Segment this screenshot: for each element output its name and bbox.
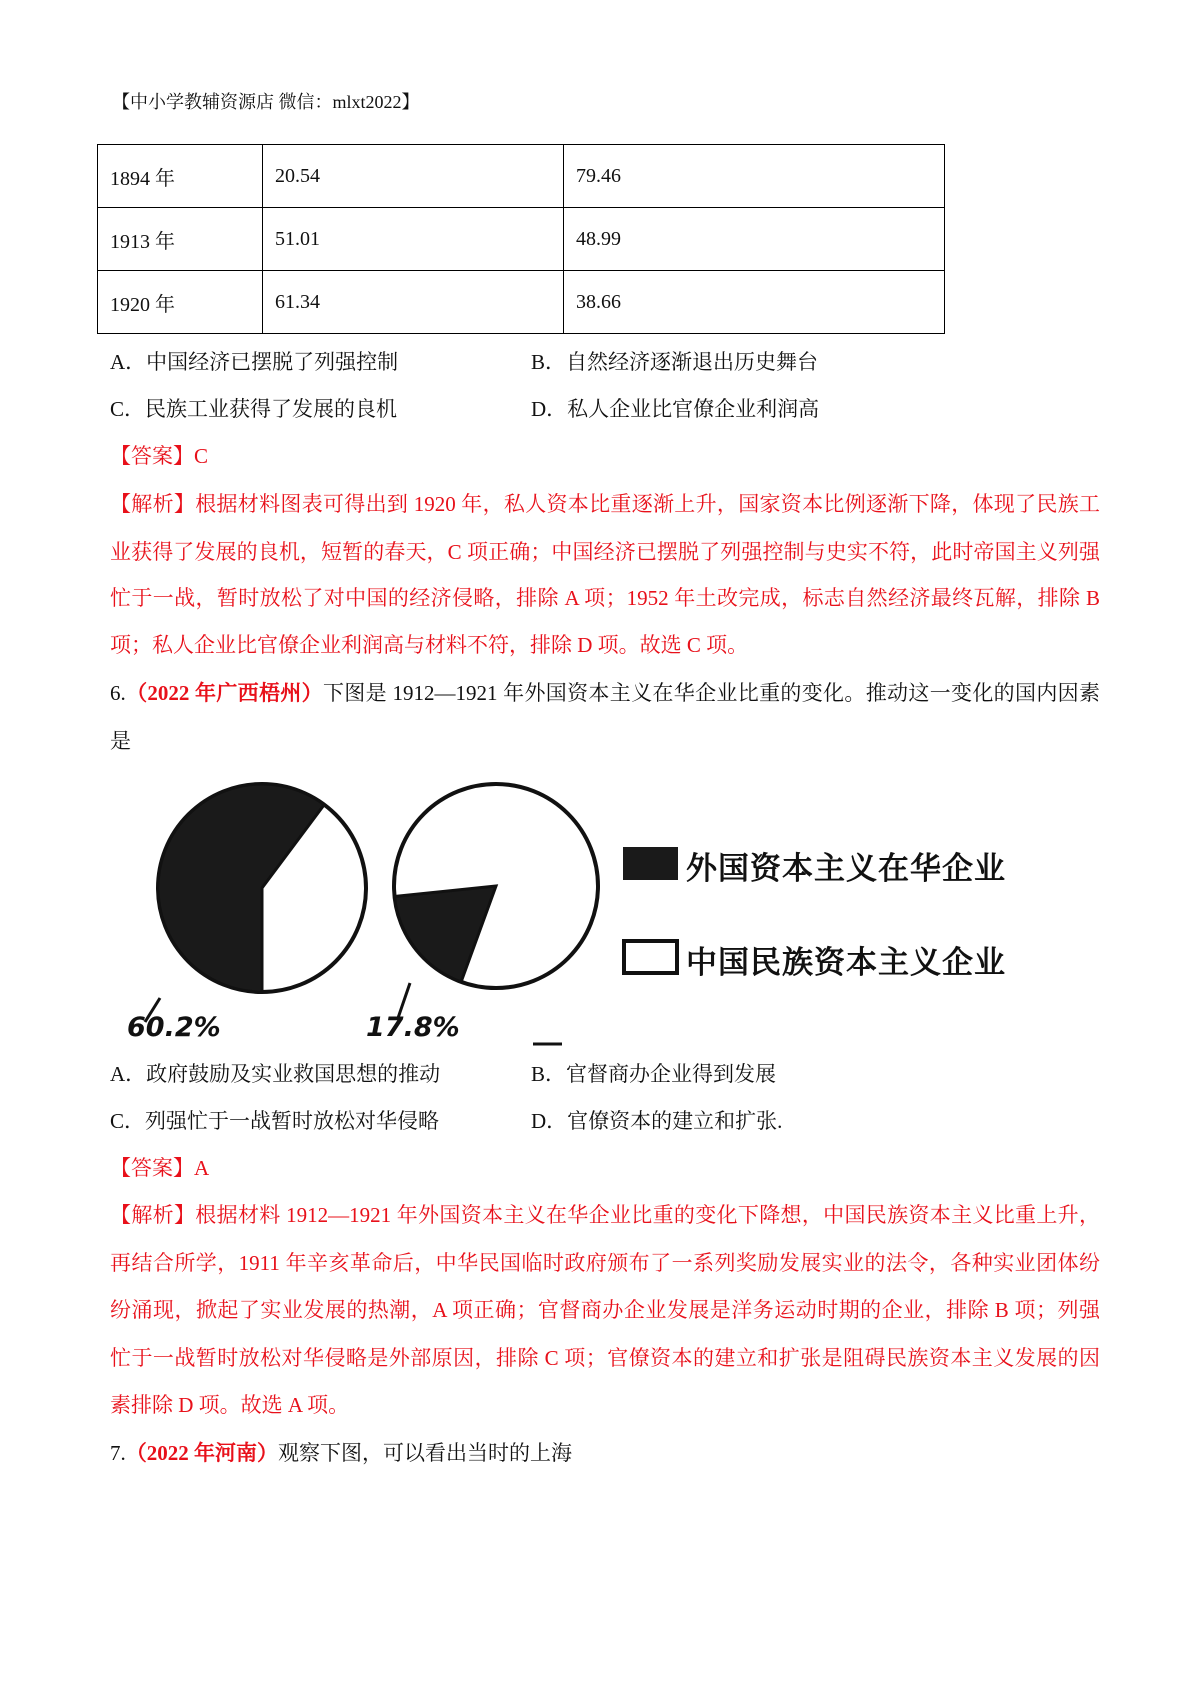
option-c: C．民族工业获得了发展的良机: [110, 397, 398, 421]
analysis-line: 素排除 D 项。故选 A 项。: [110, 1393, 350, 1417]
question-7-stem: [110, 1438, 1100, 1468]
table-row: [98, 208, 945, 271]
question-source: （2022 年广西梧州）: [125, 681, 323, 705]
cell: 51.01: [263, 208, 564, 271]
cell: 1894 年: [98, 145, 263, 208]
option-d: D．私人企业比官僚企业利润高: [531, 397, 820, 421]
question-text: 下图是 1912—1921 年外国资本主义在华企业比重的变化。推动这一变化的国内因素: [322, 681, 1101, 705]
cell: 38.66: [564, 271, 945, 334]
pie-label-1912: 60.2%: [127, 1012, 221, 1043]
answer-label: 【答案】: [110, 444, 194, 468]
answer-line: [110, 441, 1100, 471]
option-d: D．官僚资本的建立和扩张.: [531, 1109, 783, 1133]
option-c: C．列强忙于一战暂时放松对华侵略: [110, 1109, 440, 1133]
cell: 1913 年: [98, 208, 263, 271]
option-b: B．官督商办企业得到发展: [531, 1062, 777, 1086]
cell: 48.99: [564, 208, 945, 271]
cell: 20.54: [263, 145, 564, 208]
analysis-text: 根据材料 1912—1921 年外国资本主义在华企业比重的变化下降想，中国民族资本主义比重上升，: [195, 1203, 1101, 1227]
answer-line: [110, 1153, 1100, 1183]
table-row: [98, 271, 945, 334]
analysis-line: [110, 1200, 1100, 1230]
question-text: 观察下图，可以看出当时的上海: [278, 1441, 572, 1465]
cell: 61.34: [263, 271, 564, 334]
legend-swatch-national: [624, 941, 677, 973]
analysis-text: 根据材料图表可得出到 1920 年，私人资本比重逐渐上升，国家资本比例逐渐下降，体现了民族工: [195, 492, 1100, 516]
answer-value: C: [194, 444, 209, 468]
answer-value: A: [194, 1156, 210, 1180]
analysis-label: 【解析】: [110, 1203, 196, 1227]
analysis-line: 忙于一战暂时放松对华侵略是外部原因，排除 C 项；官僚资本的建立和扩张是阻碍民族资本主义发展的因: [110, 1346, 1100, 1370]
analysis-line: 忙于一战，暂时放松了对中国的经济侵略，排除 A 项；1952 年土改完成，标志自然经济最终瓦解，排除 B: [110, 586, 1100, 610]
question-number: 6.: [110, 681, 126, 705]
header-watermark: 【中小学教辅资源店 微信：mlxt2022】: [112, 92, 420, 112]
analysis-line: 业获得了发展的良机，短暂的春天，C 项正确；中国经济已摆脱了列强控制与史实不符，此时帝国主义列强: [110, 540, 1100, 564]
analysis-line: 项；私人企业比官僚企业利润高与材料不符，排除 D 项。故选 C 项。: [110, 633, 749, 657]
cell: 79.46: [564, 145, 945, 208]
option-b: B．自然经济逐渐退出历史舞台: [531, 350, 819, 374]
answer-label: 【答案】: [110, 1156, 194, 1180]
pie-label-1921: 17.8%: [366, 1012, 460, 1043]
analysis-line: 纷涌现，掀起了实业发展的热潮，A 项正确；官督商办企业发展是洋务运动时期的企业，排除 B 项；列强: [110, 1298, 1100, 1322]
legend-swatch-foreign: [623, 847, 678, 880]
cell: 1920 年: [98, 271, 263, 334]
question-number: 7.: [110, 1441, 126, 1465]
analysis-line: 再结合所学，1911 年辛亥革命后，中华民国临时政府颁布了一系列奖励发展实业的法令，各种实业团体纷: [110, 1251, 1100, 1275]
table-row: [98, 145, 945, 208]
analysis-label: 【解析】: [110, 492, 196, 516]
question-6-stem-cont: 是: [110, 729, 131, 753]
option-a: A．中国经济已摆脱了列强控制: [110, 350, 399, 374]
option-a: A．政府鼓励及实业救国思想的推动: [110, 1062, 441, 1086]
analysis-line: [110, 489, 1100, 519]
legend-label-national: 中国民族资本主义企业: [686, 945, 1006, 981]
question-6-stem: [110, 678, 1100, 708]
question-source: （2022 年河南）: [125, 1441, 278, 1465]
data-table: [97, 144, 945, 334]
legend-label-foreign: 外国资本主义在华企业: [686, 851, 1006, 887]
